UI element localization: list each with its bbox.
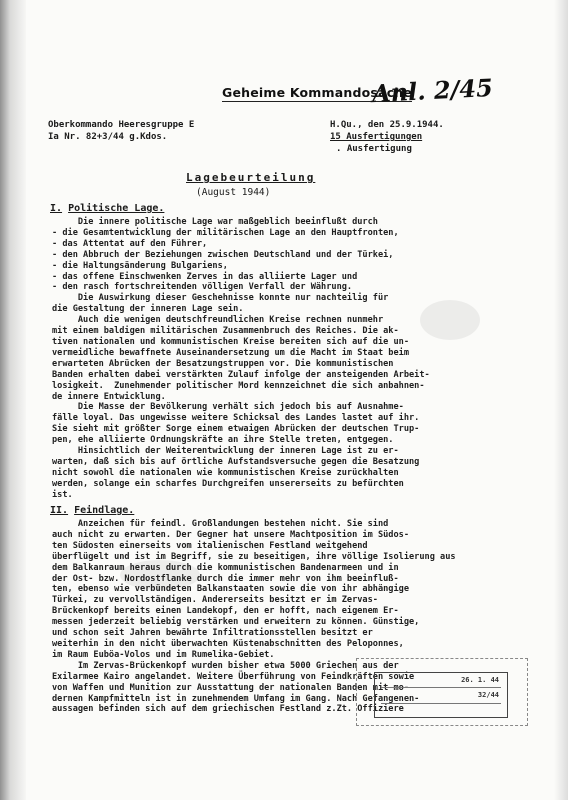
text-line: Brückenkopf bereits einen Landekopf, den er hofft, nach eigenem Er- [52,606,399,617]
classification-marking: Geheime Kommandosache [222,85,413,100]
header-copy-number: . Ausfertigung [336,144,412,154]
stamp-number: 32/44 [477,691,499,699]
text-line: erwarteten Abrücken der Besatzungstruppen vor. Die kommunistischen [52,358,394,369]
text-line: dem Balkanraum heraus durch die kommunistischen Bandenarmeen und in [52,562,399,573]
handwritten-annotation: Anl. 2/45 [371,72,494,109]
text-line: - die Haltungsänderung Bulgariens, [52,260,228,271]
text-line: Anzeichen für feindl. Großlandungen bestehen nicht. Sie sind [52,519,389,529]
document-subtitle: (August 1944) [196,187,271,198]
section-heading-political [50,203,164,214]
text-line: - den Abbruch der Beziehungen zwischen Deutschland und der Türkei, [52,249,394,260]
text-line: werden, solange ein scharfes Durchgreifen unsererseits zu befürchten [52,478,404,489]
text-line: überflügelt und ist im Begriff, sie zu beseitigen, ihre völlige Isolierung aus [52,551,456,562]
section-number: II. [50,505,69,516]
text-line: vermeidliche bewaffnete Auseinandersetzung um die Macht im Staat beim [52,347,409,358]
text-line: Banden erhalten dabei verstärkten Zulauf infolge der ansteigenden Arbeit- [52,369,430,380]
text-line: fälle loyal. Das ungewisse weitere Schicksal des Landes lastet auf ihr. [52,413,420,424]
text-line: - die Gesamtentwicklung der militärischen Lage an den Hauptfronten, [52,227,399,238]
section-body-political [52,217,522,501]
text-line: Hinsichtlich der Weiterentwicklung der inneren Lage ist zu er- [52,446,399,457]
text-line: Im Zervas-Brückenkopf wurden bisher etwa 5000 Griechen aus der [52,660,399,671]
text-line: mit einem baldigen militärischen Zusammenbruch des Reiches. Die ak- [52,326,399,337]
text-line: Türkei, zu vervollständigen. Andererseits besitzt er im Zervas- [52,595,378,606]
text-line: weiterhin in den nicht überwachten Küstenabschnitten des Peloponnes, [52,638,404,649]
text-line: Die innere politische Lage war maßgeblich beeinflußt durch [52,217,378,227]
section-number: I. [50,203,63,214]
text-line: im Raum Euböa-Volos und im Rumelika-Gebiet. [52,649,275,660]
text-line: tiven nationalen und kommunistischen Kreise bereiten sich auf die un- [52,336,409,347]
text-line: dernen Kampfmitteln ist in zunehmendem Umfang im Gang. Nach Gefangenen- [52,693,420,704]
text-line: warten, daß sich bis auf örtliche Aufstandsversuche gegen die Besatzung [52,456,420,467]
text-line: - das offene Einschwenken Zerves in das alliierte Lager und [52,271,358,282]
text-line: pen, ehe alliierte Ordnungskräfte an ihre Stelle treten, entgegen. [52,435,394,446]
header-reference-number: Ia Nr. 82+3/44 g.Kdos. [48,132,168,142]
text-line: und schon seit Jahren bewährte Infiltrationsstellen besitzt er [52,628,373,639]
header-date: H.Qu., den 25.9.1944. [330,120,444,130]
filing-stamp [374,672,508,718]
text-line: Sie sieht mit größter Sorge einem etwaigen Abrücken der deutschen Trup- [52,424,420,435]
text-line: - den rasch fortschreitenden völligen Verfall der Währung. [52,282,353,293]
text-line: ten, ebenso wie verbündeten Balkanstaaten sowie die von ihr abhängige [52,584,409,595]
stamp-date: 26. 1. 44 [461,676,499,684]
stamp-rule [381,703,501,704]
section-heading-enemy [50,505,134,516]
text-line: Auch die wenigen deutschfreundlichen Kreise rechnen nunmehr [52,315,384,326]
text-line: losigkeit. Zunehmender politischer Mord kennzeichnet die sich anbahnen- [52,380,425,391]
text-line: aussagen befinden sich auf dem griechischen Festland z.Zt. Offiziere [52,704,404,715]
stamp-rule [381,687,501,688]
text-line: Die Auswirkung dieser Geschehnisse konnte nur nachteilig für [52,293,389,304]
section-title: Feindlage. [74,505,135,516]
text-line: ist. [52,489,73,500]
text-line: Die Masse der Bevölkerung verhält sich jedoch bis auf Ausnahme- [52,402,404,413]
text-line: nicht sowohl die nationalen wie kommunistischen Kreise zurückhalten [52,467,399,478]
text-line: auch nicht zu erwarten. Der Gegner hat unsere Machtposition im Südos- [52,529,409,540]
document-title: Lagebeurteilung [186,171,316,184]
header-sender: Oberkommando Heeresgruppe E [48,120,195,130]
text-line: de innere Entwicklung. [52,391,166,402]
header-copies: 15 Ausfertigungen [330,132,423,142]
text-line: von Waffen und Munition zur Ausstattung der nationalen Banden mit mo- [52,682,409,693]
text-line: der Ost- bzw. Nordostflanke durch die immer mehr von ihm beeinfluß- [52,573,399,584]
text-line: - das Attentat auf den Führer, [52,238,208,249]
text-line: ten Südosten einerseits vom italienischen Festland weitgehend [52,540,368,551]
text-line: messen jederzeit beliebig verstärken und erweitern zu können. Günstige, [52,617,420,628]
text-line: Exilarmee Kairo angelandet. Weitere Überführung von Feindkräften sowie [52,671,415,682]
text-line: die Gestaltung der inneren Lage sein. [52,304,244,315]
section-title: Politische Lage. [68,203,165,214]
